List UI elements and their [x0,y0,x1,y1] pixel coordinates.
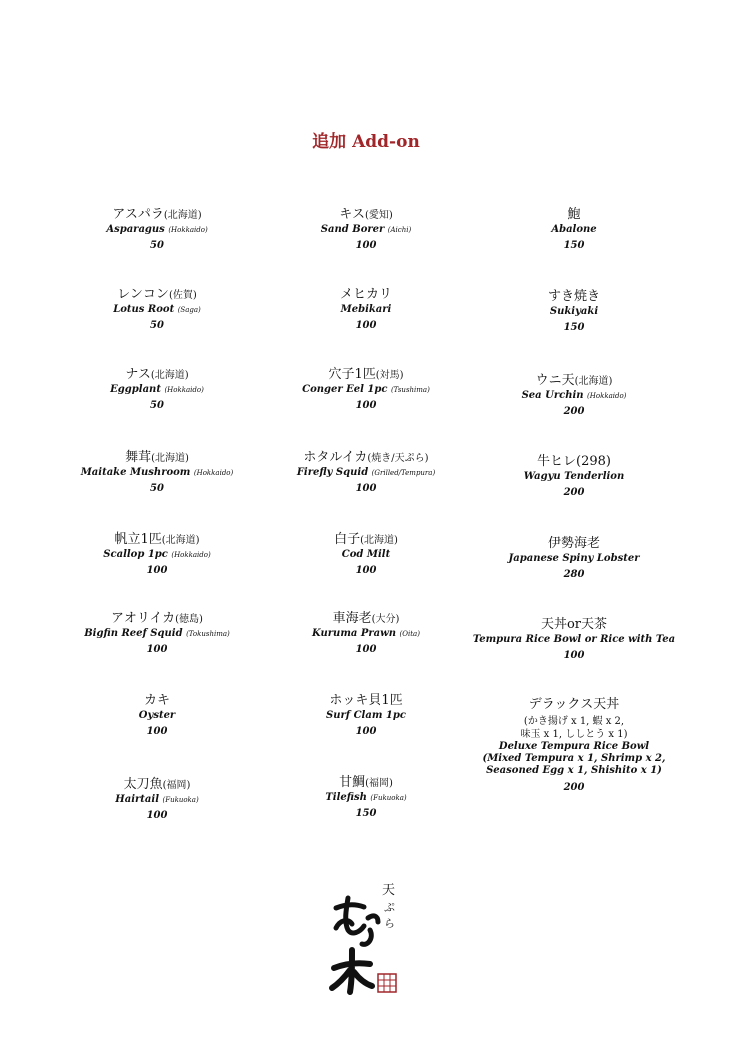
menu-item [47,612,267,656]
item-origin-en: (Tsushima) [390,385,430,394]
item-name-en: Wagyu Tenderlion [523,470,625,482]
item-price: 200 [563,781,585,793]
item-name-en: Scallop 1pc [103,548,168,560]
item-name-en: Hairtail [115,793,159,805]
svg-text:ら: ら [384,917,395,930]
item-price: 200 [563,487,585,499]
item-origin-en: (Saga) [177,305,201,314]
item-name-en: Lotus Root [113,303,175,315]
item-origin-jp: (北海道) [163,210,202,221]
item-name-en: Sukiyaki [549,305,599,317]
item-origin-jp: (北海道) [150,370,189,381]
item-name-jp: ホタルイカ [303,450,368,465]
item-name-jp: 牛ヒレ(298) [537,454,611,469]
item-price: 100 [355,644,377,656]
item-name-jp: アオリイカ [111,611,176,626]
item-name-en: Japanese Spiny Lobster [508,552,640,564]
item-name-en: Maitake Mushroom [80,466,191,478]
item-en-line: (Mixed Tempura x 1, Shrimp x 2, [482,752,666,764]
menu-item [464,537,684,581]
item-name-jp: キス [339,207,365,222]
item-name-jp: 伊勢海老 [547,536,600,551]
item-origin-jp: (北海道) [151,453,189,464]
item-name-jp: ホッキ貝1匹 [329,693,403,708]
menu-item [464,618,684,662]
item-origin-en: (Grilled/Tempura) [371,468,436,477]
menu-item [47,208,267,252]
menu-item [256,612,476,656]
item-price: 200 [563,406,585,418]
item-origin-jp: (徳島) [175,614,203,625]
menu-item [256,368,476,412]
item-name-jp: すき焼き [547,289,600,304]
item-name-en: Firefly Squid [296,466,369,478]
item-name-en: Eggplant [110,383,161,395]
item-origin-en: (Hokkaido) [193,468,234,477]
page-title: 追加 Add-on [312,132,420,152]
menu-item [47,451,267,495]
item-name-jp: ウニ天 [535,373,575,388]
svg-text:天: 天 [382,883,396,898]
item-name-en: Kuruma Prawn [312,627,397,639]
menu-item [256,208,476,252]
item-origin-en: (Hokkaido) [587,391,627,400]
item-origin-jp: (北海道) [360,535,398,546]
item-name-en: Surf Clam 1pc [326,709,406,721]
item-name-en: Tempura Rice Bowl or Rice with Tea [472,633,676,645]
item-name-jp: 帆立1匹 [114,532,162,547]
item-note-line: (かき揚げ x 1, 蝦 x 2, [523,715,625,727]
item-name-en: Tilefish [325,791,367,803]
item-name-en: Bigfin Reef Squid [84,627,183,639]
item-origin-jp: (対馬) [375,370,404,381]
item-price: 100 [146,726,168,738]
item-name-jp: 穴子1匹 [328,367,376,382]
menu-item [256,776,476,820]
item-price: 100 [355,726,377,738]
menu-item [256,288,476,332]
item-name-en: Conger Eel 1pc [302,383,388,395]
item-name-jp: レンコン [117,287,169,302]
svg-text:ぷ: ぷ [384,901,395,914]
item-origin-en: (Hokkaido) [168,225,208,234]
menu-item [47,533,267,577]
item-price: 150 [563,240,585,252]
item-price: 100 [355,320,377,332]
item-name-en: Sea Urchin [521,389,584,401]
item-en-line: Deluxe Tempura Rice Bowl [498,740,650,752]
item-price: 100 [146,810,168,822]
item-price: 100 [355,400,377,412]
item-price: 100 [355,483,377,495]
item-name-jp: 車海老 [332,611,372,626]
item-origin-en: (Fukuoka) [162,795,199,804]
item-name-en: Abalone [551,223,597,235]
item-note-jp [464,715,684,741]
item-name-en: Asparagus [106,223,165,235]
menu-item [464,374,684,418]
item-name-en: Oyster [138,709,176,721]
item-name-jp: 白子 [334,532,361,547]
item-price: 50 [150,320,164,332]
menu-item-deluxe [464,698,684,793]
item-name-jp: 天丼or天茶 [540,617,608,632]
menu-item [47,778,267,822]
item-price: 100 [355,565,377,577]
item-price: 50 [150,400,164,412]
menu-item [256,694,476,738]
menu-item [47,368,267,412]
item-name-en: Sand Borer [320,223,385,235]
item-origin-en: (Aichi) [387,225,412,234]
item-price: 150 [563,322,585,334]
item-price: 150 [355,808,377,820]
restaurant-logo [326,880,406,1000]
item-origin-en: (Tokushima) [186,629,230,638]
item-name-jp: メヒカリ [339,287,392,302]
item-origin-jp: (大分) [371,614,400,625]
item-name-en [464,741,684,777]
item-name-jp: カキ [143,693,170,708]
item-price: 280 [563,569,585,581]
item-origin-jp: (佐賀) [168,290,197,301]
item-name-jp: 太刀魚 [123,777,163,792]
item-price: 100 [563,650,585,662]
item-origin-en: (Hokkaido) [171,550,211,559]
item-origin-en: (Oita) [399,629,420,638]
menu-item [464,455,684,499]
item-name-jp: 甘鯛 [339,775,366,790]
item-name-jp: ナス [125,367,151,382]
item-origin-jp: (北海道) [574,376,613,387]
item-price: 100 [146,644,168,656]
item-en-line: Seasoned Egg x 1, Shishito x 1) [486,764,662,776]
item-note-line: 味玉 x 1, ししとう x 1) [520,728,628,740]
item-price: 100 [146,565,168,577]
item-price: 100 [355,240,377,252]
menu-item [464,290,684,334]
item-origin-jp: (焼き/天ぷら) [367,453,429,464]
item-origin-en: (Fukuoka) [370,793,407,802]
item-name-jp: アスパラ [112,207,164,222]
item-name-jp: デラックス天丼 [528,697,620,712]
menu-item [47,288,267,332]
item-name-jp: 鮑 [567,207,581,222]
item-name-jp: 舞茸 [125,450,152,465]
item-price: 50 [150,483,164,495]
menu-item [464,208,684,252]
menu-item [256,451,476,495]
item-name-en: Cod Milt [341,548,391,560]
item-origin-jp: (福岡) [365,778,393,789]
menu-item [47,694,267,738]
logo-brush-icon [326,880,406,1000]
item-origin-jp: (福岡) [162,780,191,791]
menu-item [256,533,476,577]
item-price: 50 [150,240,164,252]
item-origin-jp: (北海道) [161,535,200,546]
item-name-en: Mebikari [340,303,392,315]
item-origin-jp: (愛知) [364,210,393,221]
item-origin-en: (Hokkaido) [164,385,204,394]
